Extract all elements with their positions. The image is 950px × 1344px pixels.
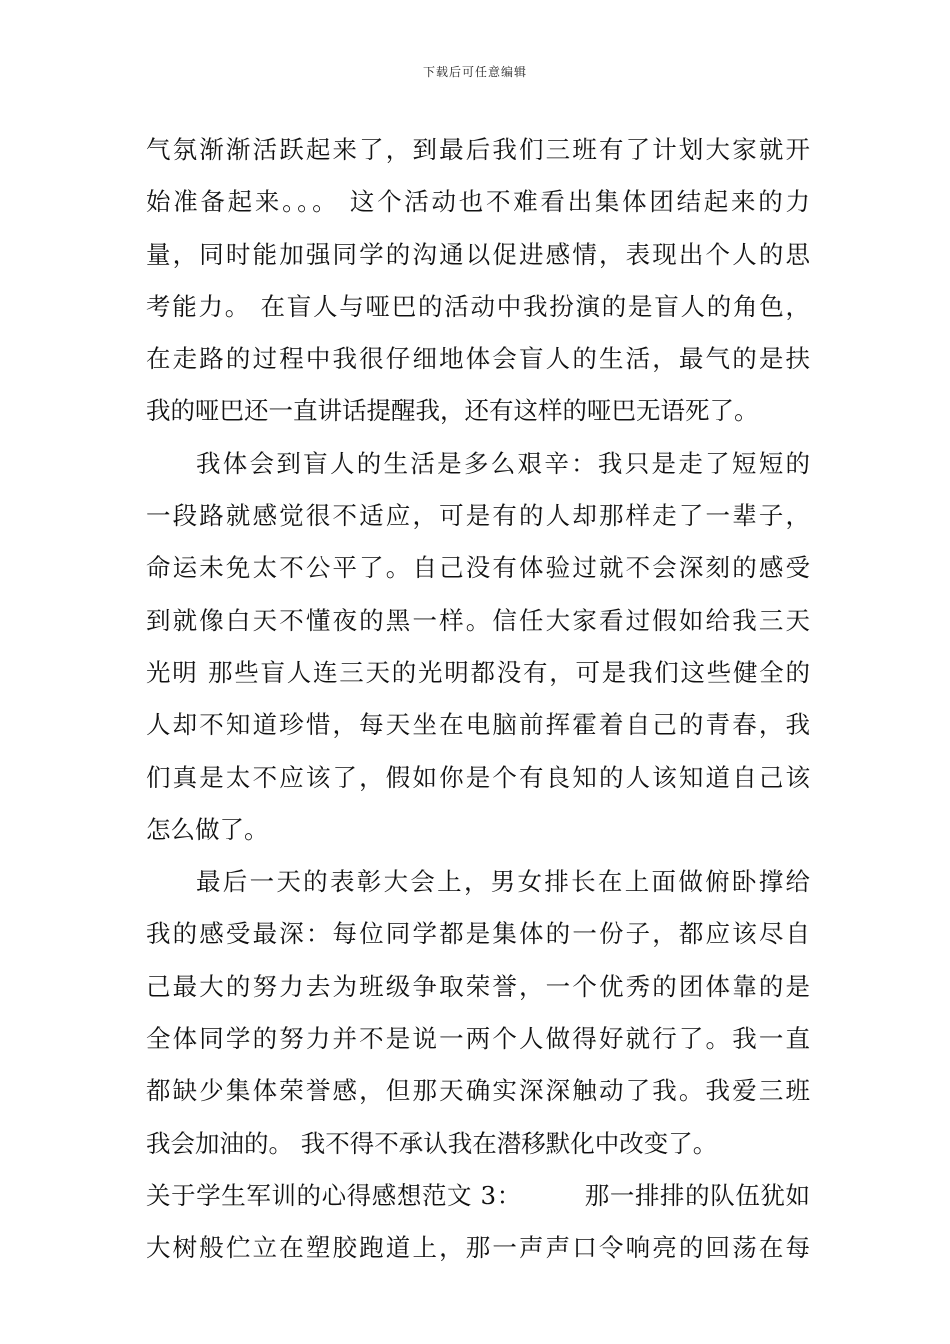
text-line: 考能力。 在盲人与哑巴的活动中我扮演的是盲人的角色， (146, 291, 810, 321)
document-body (146, 124, 810, 1275)
section-heading-line: 关于学生军训的心得感想范文 3： 那一排排的队伍犹如 (146, 1180, 810, 1210)
text-line: 们真是太不应该了，假如你是个有良知的人该知道自己该 (146, 762, 810, 792)
paragraph-first-line: 最后一天的表彰大会上，男女排长在上面做俯卧撑给 (196, 867, 810, 897)
text-line: 到就像白天不懂夜的黑一样。信任大家看过假如给我三天 (146, 605, 810, 635)
text-line: 一段路就感觉很不适应，可是有的人却那样走了一辈子， (146, 501, 810, 531)
text-line: 人却不知道珍惜，每天坐在电脑前挥霍着自己的青春，我 (146, 710, 810, 740)
text-line: 我的哑巴还一直讲话提醒我，还有这样的哑巴无语死了。 (146, 396, 759, 426)
text-line: 己最大的努力去为班级争取荣誉，一个优秀的团体靠的是 (146, 971, 810, 1001)
text-line: 我会加油的。 我不得不承认我在潜移默化中改变了。 (146, 1128, 718, 1158)
text-line: 命运未免太不公平了。自己没有体验过就不会深刻的感受 (146, 553, 810, 583)
page-header: 下载后可任意编辑 (422, 65, 527, 79)
paragraph-first-line: 我体会到盲人的生活是多么艰辛：我只是走了短短的 (196, 448, 810, 478)
text-line: 气氛渐渐活跃起来了，到最后我们三班有了计划大家就开 (146, 135, 810, 164)
text-line: 怎么做了。 (146, 814, 269, 844)
text-line: 在走路的过程中我很仔细地体会盲人的生活，最气的是扶 (146, 344, 810, 374)
text-line: 我的感受最深：每位同学都是集体的一份子，都应该尽自 (146, 919, 810, 949)
text-line: 全体同学的努力并不是说一两个人做得好就行了。我一直 (146, 1024, 810, 1054)
text-line: 都缺少集体荣誉感，但那天确实深深触动了我。我爱三班 (146, 1076, 810, 1106)
text-line: 始准备起来。。。 这个活动也不难看出集体团结起来的力 (146, 187, 810, 217)
text-line: 量，同时能加强同学的沟通以促进感情，表现出个人的思 (146, 239, 810, 269)
text-line: 光明 那些盲人连三天的光明都没有，可是我们这些健全的 (146, 657, 810, 687)
text-line: 大树般伫立在塑胶跑道上，那一声声口令响亮的回荡在每 (146, 1233, 810, 1263)
